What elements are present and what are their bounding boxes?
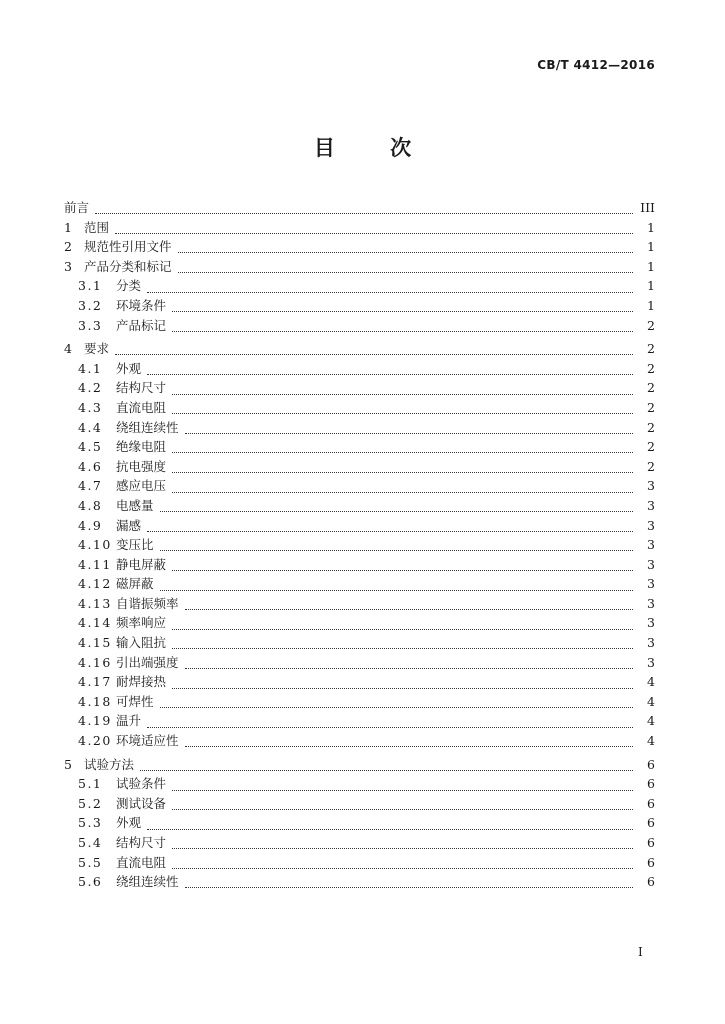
toc-entry-label: 分类	[116, 278, 142, 294]
toc-entry-number: 4.2	[78, 380, 103, 396]
toc-entry-subsection[interactable]	[64, 398, 655, 418]
dot-leader	[172, 636, 633, 649]
dot-leader	[160, 578, 633, 591]
toc-entry-label: 试验方法	[84, 756, 135, 772]
toc-entry-number: 5.3	[78, 815, 103, 831]
page-number: I	[638, 945, 643, 959]
toc-entry-subsection[interactable]	[64, 457, 655, 477]
toc-entry-page: 2	[647, 458, 655, 474]
toc-entry-label: 静电屏蔽	[116, 556, 167, 572]
toc-entry-page: 3	[647, 497, 655, 513]
dot-leader	[172, 460, 633, 473]
dot-leader	[172, 676, 633, 689]
toc-entry-subsection[interactable]	[64, 594, 655, 614]
toc-entry-label: 引出端强度	[116, 654, 179, 670]
dot-leader	[172, 382, 633, 395]
toc-entry-number: 4.4	[78, 419, 103, 435]
toc-entry-page: III	[640, 200, 655, 215]
dot-leader	[172, 797, 633, 810]
toc-entry-number: 3.1	[78, 278, 103, 294]
toc-entry-label: 电感量	[116, 497, 154, 513]
toc-entry-label: 输入阻抗	[116, 635, 167, 651]
dot-leader	[185, 421, 633, 434]
toc-entry-page: 6	[647, 776, 655, 792]
toc-entry-number: 4.6	[78, 458, 103, 474]
dot-leader	[178, 260, 633, 273]
toc-entry-label: 前言	[64, 200, 90, 215]
toc-entry-label: 结构尺寸	[116, 835, 167, 850]
toc-entry-page: 6	[647, 854, 655, 870]
toc-entry-number: 4	[64, 341, 72, 357]
toc-entry-label: 变压比	[116, 537, 154, 553]
dot-leader	[172, 299, 633, 312]
toc-entry-page: 3	[647, 537, 655, 553]
toc-entry-label: 试验条件	[116, 776, 167, 792]
toc-entry-number: 5.6	[78, 874, 103, 890]
toc-entry-page: 3	[647, 595, 655, 611]
toc-entry-label: 绝缘电阻	[116, 439, 167, 455]
toc-entry-subsection[interactable]	[64, 496, 655, 516]
toc-entry-label: 直流电阻	[116, 854, 167, 870]
toc-entry-label: 频率响应	[116, 615, 167, 631]
toc-entry-subsection[interactable]	[64, 633, 655, 653]
toc-entry-number: 4.7	[78, 478, 103, 494]
toc-entry-subsection[interactable]	[64, 653, 655, 673]
dot-leader	[185, 875, 633, 888]
toc-entry-number: 4.5	[78, 439, 103, 455]
dot-leader	[185, 656, 633, 669]
toc-entry-subsection[interactable]	[64, 692, 655, 712]
toc-entry-label: 漏感	[116, 517, 142, 533]
toc-entry-page: 1	[647, 278, 655, 294]
toc-entry-label: 可焊性	[116, 693, 154, 709]
toc-entry-label: 结构尺寸	[116, 380, 167, 396]
toc-entry-number: 4.1	[78, 360, 103, 376]
toc-entry-number: 4.20	[78, 733, 112, 749]
dot-leader	[147, 280, 633, 293]
toc-entry-subsection[interactable]	[64, 853, 655, 873]
toc-entry-number: 4.15	[78, 635, 112, 651]
toc-entry-subsection[interactable]	[64, 672, 655, 692]
toc-entry-subsection[interactable]	[64, 574, 655, 594]
table-of-contents	[64, 198, 655, 892]
dot-leader	[172, 617, 633, 630]
toc-entry-number: 4.19	[78, 713, 112, 729]
toc-entry-label: 自谐振频率	[116, 595, 179, 611]
toc-entry-subsection[interactable]	[64, 872, 655, 892]
toc-entry-label: 绕组连续性	[116, 419, 179, 435]
toc-entry-page: 3	[647, 635, 655, 651]
toc-entry-number: 2	[64, 239, 72, 255]
toc-entry-page: 1	[647, 239, 655, 255]
toc-entry-page: 4	[647, 674, 655, 690]
toc-entry-section[interactable]	[64, 218, 655, 238]
toc-entry-section[interactable]	[64, 755, 655, 775]
toc-entry-page: 1	[647, 297, 655, 313]
toc-entry-page: 2	[647, 380, 655, 396]
toc-entry-subsection[interactable]	[64, 711, 655, 731]
toc-entry-number: 4.9	[78, 517, 103, 533]
toc-entry-subsection[interactable]	[64, 535, 655, 555]
dot-leader	[172, 480, 633, 493]
toc-entry-label: 要求	[84, 341, 110, 357]
toc-entry-page: 2	[647, 439, 655, 455]
toc-entry-label: 外观	[116, 815, 142, 831]
toc-entry-subsection[interactable]	[64, 476, 655, 496]
toc-entry-number: 3	[64, 258, 72, 274]
toc-entry-number: 5.5	[78, 854, 103, 870]
toc-entry-label: 耐焊接热	[116, 674, 167, 690]
toc-entry-page: 6	[647, 795, 655, 811]
toc-entry-subsection[interactable]	[64, 296, 655, 316]
dot-leader	[147, 817, 633, 830]
toc-entry-number: 4.8	[78, 497, 103, 513]
toc-entry-page: 3	[647, 615, 655, 631]
toc-entry-label: 感应电压	[116, 478, 167, 494]
toc-entry-page: 4	[647, 693, 655, 709]
page-title: 目 次	[313, 135, 436, 160]
dot-leader	[172, 440, 633, 453]
dot-leader	[140, 758, 633, 771]
toc-entry-label: 产品分类和标记	[84, 258, 172, 274]
toc-entry-subsection[interactable]	[64, 359, 655, 379]
dot-leader	[172, 778, 633, 791]
toc-entry-number: 4.10	[78, 537, 112, 553]
toc-entry-section[interactable]	[64, 257, 655, 277]
dot-leader	[178, 240, 633, 253]
toc-entry-subsection[interactable]	[64, 378, 655, 398]
toc-entry-number: 1	[64, 219, 72, 235]
toc-entry-page: 2	[647, 360, 655, 376]
toc-entry-label: 范围	[84, 219, 110, 235]
toc-entry-number: 4.16	[78, 654, 112, 670]
toc-entry-number: 3.3	[78, 317, 103, 333]
toc-entry-page: 2	[647, 399, 655, 415]
toc-entry-label: 绕组连续性	[116, 874, 179, 890]
toc-entry-page: 3	[647, 654, 655, 670]
toc-entry-subsection[interactable]	[64, 418, 655, 438]
toc-entry-page: 6	[647, 756, 655, 772]
toc-entry-subsection[interactable]	[64, 276, 655, 296]
toc-entry-subsection[interactable]	[64, 613, 655, 633]
toc-entry-subsection[interactable]	[64, 833, 655, 853]
dot-leader	[160, 695, 633, 708]
toc-entry-label: 外观	[116, 360, 142, 376]
toc-entry-number: 4.12	[78, 576, 112, 592]
toc-entry-page: 4	[647, 733, 655, 749]
toc-entry-number: 4.17	[78, 674, 112, 690]
toc-entry-number: 4.18	[78, 693, 112, 709]
toc-entry-page: 6	[647, 815, 655, 831]
toc-entry-number: 4.14	[78, 615, 112, 631]
toc-entry-number: 5.2	[78, 795, 103, 811]
dot-leader	[160, 499, 633, 512]
toc-entry-section[interactable]	[64, 339, 655, 359]
toc-entry-subsection[interactable]	[64, 813, 655, 833]
toc-entry-subsection[interactable]	[64, 794, 655, 814]
standard-code: CB/T 4412—2016	[537, 58, 655, 72]
toc-entry-subsection[interactable]	[64, 555, 655, 575]
dot-leader	[147, 519, 633, 532]
toc-entry-label: 产品标记	[116, 317, 167, 333]
toc-entry-page: 3	[647, 556, 655, 572]
toc-entry-page: 6	[647, 874, 655, 890]
toc-entry-label: 测试设备	[116, 795, 167, 811]
toc-entry-preface[interactable]	[64, 198, 655, 218]
toc-entry-number: 5.1	[78, 776, 103, 792]
toc-entry-page: 2	[647, 341, 655, 357]
toc-entry-label: 温升	[116, 713, 142, 729]
dot-leader	[172, 319, 633, 332]
toc-entry-subsection[interactable]	[64, 437, 655, 457]
dot-leader	[95, 201, 633, 214]
dot-leader	[160, 538, 633, 551]
dot-leader	[172, 401, 633, 414]
dot-leader	[185, 734, 633, 747]
toc-entry-label: 规范性引用文件	[84, 239, 172, 255]
toc-entry-page: 1	[647, 258, 655, 274]
toc-entry-subsection[interactable]	[64, 316, 655, 336]
toc-entry-page: 4	[647, 713, 655, 729]
toc-entry-number: 4.11	[78, 556, 112, 572]
toc-entry-page: 2	[647, 419, 655, 435]
toc-entry-page: 6	[647, 835, 655, 850]
toc-entry-page: 3	[647, 517, 655, 533]
toc-entry-label: 环境适应性	[116, 733, 179, 749]
toc-entry-number: 5	[64, 756, 72, 772]
dot-leader	[172, 856, 633, 869]
dot-leader	[185, 597, 633, 610]
dot-leader	[172, 558, 633, 571]
dot-leader	[115, 221, 633, 234]
toc-entry-subsection[interactable]	[64, 516, 655, 536]
toc-entry-subsection[interactable]	[64, 731, 655, 751]
toc-entry-number: 4.13	[78, 595, 112, 611]
toc-entry-number: 4.3	[78, 399, 103, 415]
dot-leader	[147, 715, 633, 728]
dot-leader	[172, 836, 633, 849]
toc-entry-subsection[interactable]	[64, 774, 655, 794]
toc-entry-page: 3	[647, 478, 655, 494]
toc-entry-page: 2	[647, 317, 655, 333]
toc-entry-section[interactable]	[64, 237, 655, 257]
dot-leader	[115, 342, 633, 355]
toc-entry-number: 3.2	[78, 297, 103, 313]
toc-entry-label: 磁屏蔽	[116, 576, 154, 592]
toc-entry-page: 1	[647, 219, 655, 235]
toc-entry-number: 5.4	[78, 835, 103, 850]
toc-entry-label: 直流电阻	[116, 399, 167, 415]
dot-leader	[147, 362, 633, 375]
toc-entry-label: 抗电强度	[116, 458, 167, 474]
toc-entry-label: 环境条件	[116, 297, 167, 313]
toc-entry-page: 3	[647, 576, 655, 592]
